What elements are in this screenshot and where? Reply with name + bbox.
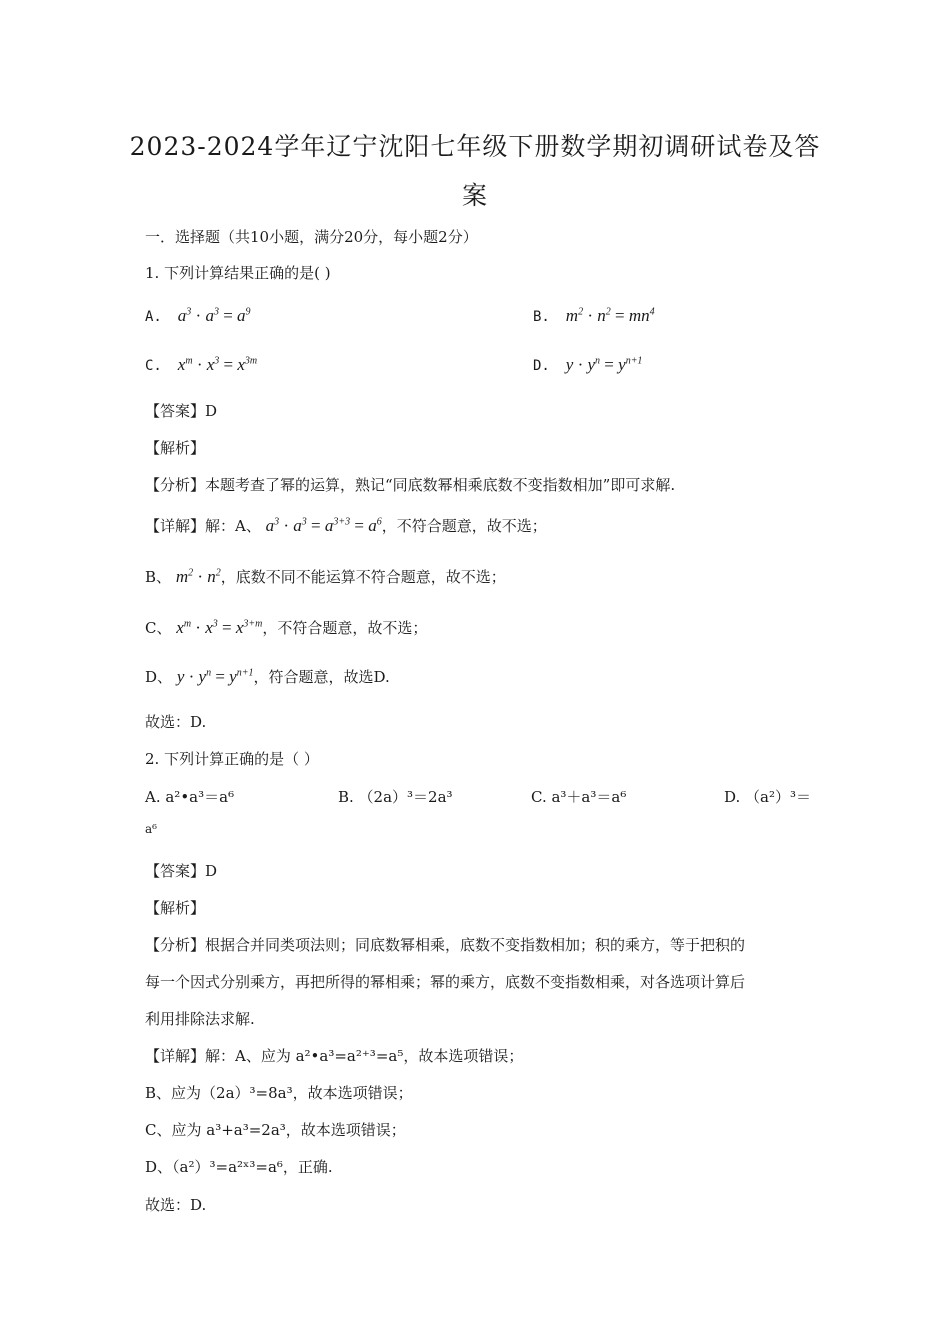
q1-detail-c-prefix: C、 <box>145 619 172 637</box>
q1-conclusion: 故选：D. <box>145 713 207 731</box>
document-title-line2: 案 <box>461 181 488 210</box>
q2-detail-a: 【详解】解：A、应为 a²•a³=a²⁺³=a⁵，故本选项错误； <box>145 1047 524 1065</box>
q1-detail-b <box>145 566 506 587</box>
q1-detail-c <box>145 617 427 638</box>
q1-option-b <box>533 306 655 326</box>
q1-detail-a-formula: $a^3 \cdot a^3 = a^{3+3} = a^6$ <box>265 516 382 535</box>
q1-detail-d-formula: $y \cdot y^n = y^{n+1}$ <box>176 667 254 686</box>
q1-option-d-label: D. <box>533 358 550 374</box>
q1-detail-a-prefix: 【详解】解：A、 <box>145 517 261 535</box>
q2-fenxi-line2: 每一个因式分别乘方，再把所得的幂相乘；幂的乘方，底数不变指数相乘，对各选项计算后 <box>145 973 746 991</box>
q1-detail-a <box>145 515 547 536</box>
q1-option-a-formula: $a^3 \cdot a^3 = a^9$ <box>177 306 251 325</box>
q1-detail-d <box>145 666 390 687</box>
q1-option-c-label: C. <box>145 358 162 374</box>
q2-option-b: B. （2a）³＝2a³ <box>338 788 453 806</box>
q1-detail-d-prefix: D、 <box>145 668 173 686</box>
q2-fenxi-line3: 利用排除法求解. <box>145 1010 255 1028</box>
q2-option-c: C. a³＋a³＝a⁶ <box>531 788 627 806</box>
q2-option-a: A. a²•a³＝a⁶ <box>145 788 235 806</box>
q1-stem: 1. 下列计算结果正确的是( ) <box>145 264 331 282</box>
q1-option-d <box>533 355 642 375</box>
q2-fenxi-line1: 【分析】根据合并同类项法则；同底数幂相乘，底数不变指数相加；积的乘方，等于把积的 <box>145 936 746 954</box>
q1-option-b-label: B. <box>533 309 550 325</box>
q2-detail-d: D、（a²）³=a²ˣ³=a⁶，正确. <box>145 1158 333 1176</box>
q1-detail-c-formula: $x^m \cdot x^3 = x^{3+m}$ <box>176 618 263 637</box>
q1-analysis-heading: 【解析】 <box>145 439 206 457</box>
document-title-line1: 2023-2024学年辽宁沈阳七年级下册数学期初调研试卷及答 <box>129 132 821 161</box>
q1-detail-b-prefix: B、 <box>145 568 172 586</box>
q1-fenxi: 【分析】本题考查了幂的运算，熟记“同底数幂相乘底数不变指数相加”即可求解. <box>145 476 676 494</box>
q2-option-d: D. （a²）³＝ <box>724 788 811 806</box>
q1-detail-c-suffix: ，不符合题意，故不选； <box>262 619 428 637</box>
q1-option-c <box>145 355 257 375</box>
q1-option-c-formula: $x^m \cdot x^3 = x^{3m}$ <box>177 355 258 374</box>
section-heading: 一．选择题（共10小题，满分20分，每小题2分） <box>145 228 478 246</box>
q1-detail-b-suffix: ，底数不同不能运算不符合题意，故不选； <box>220 568 506 586</box>
q2-conclusion: 故选：D. <box>145 1196 207 1214</box>
q1-option-d-formula: $y \cdot y^n = y^{n+1}$ <box>565 355 643 374</box>
q1-detail-a-suffix: ，不符合题意，故不选； <box>381 517 547 535</box>
q1-option-a-label: A. <box>145 309 162 325</box>
q1-detail-d-suffix: ，符合题意，故选D. <box>253 668 390 686</box>
q2-option-d-continued: a⁶ <box>145 822 157 836</box>
q1-option-b-formula: $m^2 \cdot n^2 = mn^4$ <box>565 306 655 325</box>
q1-answer: 【答案】D <box>145 402 218 420</box>
q2-stem: 2. 下列计算正确的是（ ） <box>145 750 319 768</box>
q1-detail-b-formula: $m^2 \cdot n^2$ <box>175 567 221 586</box>
q2-detail-b: B、应为（2a）³=8a³，故本选项错误； <box>145 1084 413 1102</box>
q2-answer: 【答案】D <box>145 862 218 880</box>
q2-analysis-heading: 【解析】 <box>145 899 206 917</box>
q1-option-a <box>145 306 251 326</box>
q2-detail-c: C、应为 a³+a³=2a³，故本选项错误； <box>145 1121 406 1139</box>
